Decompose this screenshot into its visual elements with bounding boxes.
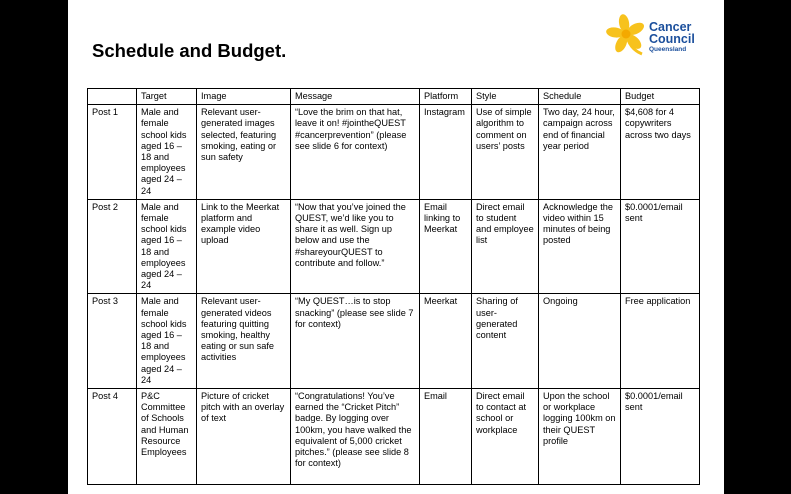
logo-line-1: Cancer — [649, 20, 692, 34]
row-label: Post 1 — [88, 105, 137, 200]
header-style: Style — [472, 89, 539, 105]
daffodil-icon — [606, 14, 650, 60]
cell-budget: $4,608 for 4 copywriters across two days — [621, 105, 700, 200]
cell-image: Link to the Meerkat platform and example video upload — [197, 199, 291, 294]
cancer-council-logo — [606, 14, 718, 60]
header-cell — [88, 89, 137, 105]
cell-platform: Instagram — [420, 105, 472, 200]
slide — [68, 0, 724, 494]
cell-message: “Love the brim on that hat, leave it on! #jointheQUEST #cancerprevention” (please see slide 6 for context) — [291, 105, 420, 200]
schedule-budget-table — [87, 88, 700, 485]
cell-schedule: Acknowledge the video within 15 minutes of being posted — [539, 199, 621, 294]
cell-target: Male and female school kids aged 16 – 18 and employees aged 24 – 24 — [137, 105, 197, 200]
cell-budget: $0.0001/email sent — [621, 199, 700, 294]
cell-budget: Free application — [621, 294, 700, 389]
logo-line-2: Council — [649, 32, 695, 46]
cell-style: Use of simple algorithm to comment on users’ posts — [472, 105, 539, 200]
cell-platform: Email — [420, 389, 472, 485]
table-row — [88, 199, 700, 294]
cell-style: Sharing of user-generated content — [472, 294, 539, 389]
header-target: Target — [137, 89, 197, 105]
cell-style: Direct email to contact at school or workplace — [472, 389, 539, 485]
cell-message: “Congratulations! You’ve earned the “Cricket Pitch” badge. By logging over 100km, you have walked the equivalent of 5,000 cricket pitches.” (please see slide 8 for context) — [291, 389, 420, 485]
header-schedule: Schedule — [539, 89, 621, 105]
cell-platform: Email linking to Meerkat — [420, 199, 472, 294]
table-row — [88, 105, 700, 200]
cell-budget: $0.0001/email sent — [621, 389, 700, 485]
cell-image: Relevant user-generated videos featuring quitting smoking, healthy eating or sun safe activities — [197, 294, 291, 389]
cell-target: P&C Committee of Schools and Human Resource Employees — [137, 389, 197, 485]
cell-schedule: Ongoing — [539, 294, 621, 389]
row-label: Post 2 — [88, 199, 137, 294]
header-budget: Budget — [621, 89, 700, 105]
cell-image: Picture of cricket pitch with an overlay of text — [197, 389, 291, 485]
header-message: Message — [291, 89, 420, 105]
cell-target: Male and female school kids aged 16 – 18 and employees aged 24 – 24 — [137, 294, 197, 389]
cell-target: Male and female school kids aged 16 – 18 and employees aged 24 – 24 — [137, 199, 197, 294]
logo-line-3: Queensland — [649, 46, 687, 53]
table-row — [88, 294, 700, 389]
cell-message: “My QUEST…is to stop snacking” (please see slide 7 for context) — [291, 294, 420, 389]
cell-message: “Now that you’ve joined the QUEST, we’d like you to share it as well. Sign up below and use the #shareyourQUEST to contribute and follow.” — [291, 199, 420, 294]
row-label: Post 4 — [88, 389, 137, 485]
cell-schedule: Two day, 24 hour, campaign across end of financial year period — [539, 105, 621, 200]
cell-platform: Meerkat — [420, 294, 472, 389]
cell-schedule: Upon the school or workplace logging 100km on their QUEST profile — [539, 389, 621, 485]
cell-style: Direct email to student and employee list — [472, 199, 539, 294]
cell-image: Relevant user-generated images selected, featuring smoking, eating or sun safety — [197, 105, 291, 200]
header-image: Image — [197, 89, 291, 105]
slide-title: Schedule and Budget. — [92, 40, 287, 61]
row-label: Post 3 — [88, 294, 137, 389]
table-row — [88, 389, 700, 485]
header-platform: Platform — [420, 89, 472, 105]
table-header-row — [88, 89, 700, 105]
